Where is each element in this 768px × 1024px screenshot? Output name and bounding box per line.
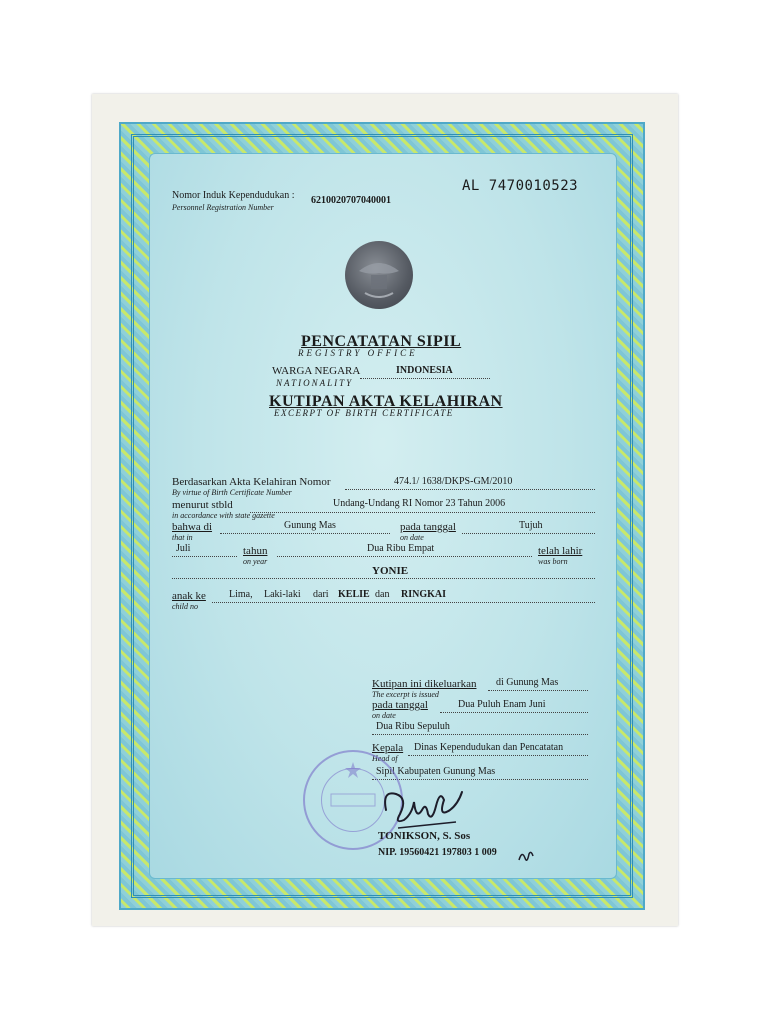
issued-date-label: pada tanggal [372, 699, 428, 711]
father-name: KELIE [338, 589, 370, 600]
and-word: dan [375, 589, 390, 600]
registry-title: PENCATATAN SIPIL [301, 333, 462, 350]
nationality-dots [360, 378, 490, 379]
stbld-label-en: in accordance with state gazette [172, 511, 275, 520]
document-title: KUTIPAN AKTA KELAHIRAN [269, 393, 503, 410]
cert-number-label-en: By virtue of Birth Certificate Number [172, 488, 292, 497]
child-order-value: Lima, [229, 589, 253, 600]
issued-label-en: The excerpt is issued [372, 690, 439, 699]
official-nip: NIP. 19560421 197803 1 009 [378, 847, 497, 858]
born-label: telah lahir [538, 545, 583, 557]
month-value: Juli [176, 543, 191, 554]
child-order-label: anak ke [172, 590, 206, 602]
mother-name: RINGKAI [401, 589, 447, 600]
nationality-value: INDONESIA [396, 365, 453, 376]
year-label-en: on year [243, 557, 268, 566]
year-label: tahun [243, 545, 268, 557]
issued-place: di Gunung Mas [496, 677, 559, 688]
child-order-label-en: child no [172, 602, 198, 611]
nik-value: 6210020707040001 [311, 195, 391, 206]
document-title-en: EXCERPT OF BIRTH CERTIFICATE [274, 408, 454, 418]
place-label-en: that in [172, 533, 193, 542]
child-name-dots [172, 578, 595, 579]
child-sex-value: Laki-laki [264, 589, 301, 600]
paraf-initial-icon [516, 846, 536, 866]
issued-place-dots [488, 690, 588, 691]
date-value: Tujuh [519, 520, 543, 531]
emblem-detail-icon [345, 241, 413, 309]
garuda-emblem-icon [345, 241, 413, 309]
issued-date-value: Dua Puluh Enam Juni [458, 699, 546, 710]
issued-date-label-en: on date [372, 711, 396, 720]
head-office-line-1: Dinas Kependudukan dan Pencatatan [414, 742, 564, 753]
registry-title-en: REGISTRY OFFICE [298, 348, 418, 358]
stbld-label: menurut stbld [172, 499, 233, 511]
nik-label-en: Personnel Registration Number [172, 203, 274, 212]
head-office-dots-1 [408, 755, 588, 756]
from-word: dari [313, 589, 329, 600]
date-label-en: on date [400, 533, 424, 542]
cert-number-label: Berdasarkan Akta Kelahiran Nomor [172, 476, 331, 488]
issued-label: Kutipan ini dikeluarkan [372, 678, 477, 690]
stbld-value: Undang-Undang RI Nomor 23 Tahun 2006 [333, 498, 506, 509]
date-dots [462, 533, 595, 534]
year-dots [277, 556, 532, 557]
head-label-en: Head of [372, 754, 398, 763]
month-dots [172, 556, 237, 557]
born-label-en: was born [538, 557, 568, 566]
issued-date-dots [440, 712, 588, 713]
place-label: bahwa di [172, 521, 213, 533]
issued-year-dots [372, 734, 588, 735]
cert-number-dots [345, 489, 595, 490]
place-dots [220, 533, 390, 534]
nationality-label-en: NATIONALITY [276, 378, 354, 388]
date-label: pada tanggal [400, 521, 456, 533]
serial-number: AL 7470010523 [462, 178, 579, 194]
head-label: Kepala [372, 742, 404, 754]
nationality-label: WARGA NEGARA [272, 365, 361, 377]
year-value: Dua Ribu Empat [367, 543, 435, 554]
child-order-dots [212, 602, 595, 603]
child-name-value: YONIE [372, 565, 409, 577]
cert-number-value: 474.1/ 1638/DKPS-GM/2010 [394, 476, 513, 487]
stbld-dots [250, 512, 595, 513]
place-value: Gunung Mas [284, 520, 336, 531]
issued-year-value: Dua Ribu Sepuluh [376, 721, 450, 732]
official-name: TONIKSON, S. Sos [378, 830, 471, 842]
head-office-line-2: Sipil Kabupaten Gunung Mas [376, 766, 496, 777]
nik-label: Nomor Induk Kependudukan : [172, 190, 295, 201]
